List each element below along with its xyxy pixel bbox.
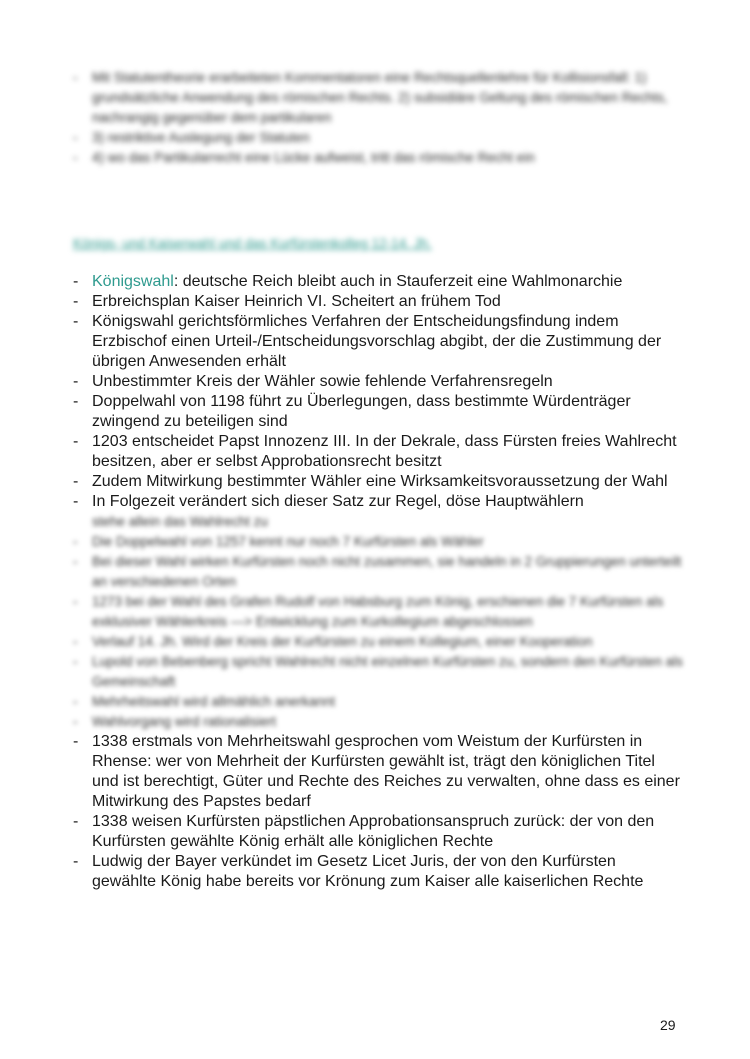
blurred-list-item: - Lupold von Bebenberg spricht Wahlrecht nicht einzelnen Kurfürsten zu, sondern den Kurfürsten als Gemeinschaft	[73, 652, 683, 692]
blurred-list-item: - 1273 bei der Wahl des Grafen Rudolf von Habsburg zum König, erschienen die 7 Kurfürsten als exklusiver Wählerkreis —> Entwicklung zum Kurkollegium abgeschlossen	[73, 592, 683, 632]
blurred-list-item: - Verlauf 14. Jh. Wird der Kreis der Kurfürsten zu einem Kollegium, einer Kooperation	[73, 632, 683, 652]
list-item-text: In Folgezeit verändert sich dieser Satz zur Regel, döse Hauptwählern	[92, 493, 584, 510]
blurred-text: stehe allein das Wahlrecht zu	[92, 514, 268, 529]
keyword-koenigswahl: Königswahl	[92, 273, 174, 290]
list-item: - Doppelwahl von 1198 führt zu Überlegungen, dass bestimmte Würdenträger zwingend zu beteiligen sind	[73, 392, 683, 432]
page-number: 29	[660, 1017, 676, 1033]
list-item: - 3) restriktive Auslegung der Statuten	[73, 128, 673, 148]
list-item: - 1338 weisen Kurfürsten päpstlichen Approbationsanspruch zurück: der von den Kurfürsten gewählte König erhält alle königlichen Rechte	[73, 812, 683, 852]
list-item: - 4) wo das Partikularrecht eine Lücke aufweist, tritt das römische Recht ein	[73, 148, 673, 168]
blurred-list-item: - Wahlvorgang wird rationalisiert	[73, 712, 683, 732]
blurred-list-item: - Bei dieser Wahl wirken Kurfürsten noch nicht zusammen, sie handeln in 2 Gruppierungen unterteilt an verschiedenen Orten	[73, 552, 683, 592]
list-item	[73, 492, 683, 532]
section-heading: Königs- und Kaiserwahl und das Kurfürstenkolleg 12-14. Jh.	[73, 236, 432, 251]
blurred-list-item: - Die Doppelwahl von 1257 kennt nur noch 7 Kurfürsten als Wähler	[73, 532, 683, 552]
list-item: - Mit Statutentheorie erarbeiteten Kommentatoren eine Rechtsquellenlehre für Kollisionsfall: 1) grundsätzliche Anwendung des römischen Rechts. 2) subsidiäre Geltung des römischen Rechts, nachrangig gegenüber dem partikularen	[73, 68, 673, 128]
list-item: - 1338 erstmals von Mehrheitswahl gesprochen vom Weistum der Kurfürsten in Rhense: wer von Mehrheit der Kurfürsten gewählt ist, trägt den königlichen Titel und ist berechtigt, Güter und Rechte des Reiches zu verwalten, ohne dass es einer Mitwirkung des Papstes bedarf	[73, 732, 683, 812]
list-item: - 1203 entscheidet Papst Innozenz III. In der Dekrale, dass Fürsten freies Wahlrecht besitzen, aber er selbst Approbationsrecht besitzt	[73, 432, 683, 472]
list-item-koenigswahl	[73, 272, 683, 292]
list-item: - Unbestimmter Kreis der Wähler sowie fehlende Verfahrensregeln	[73, 372, 683, 392]
list-item: - Ludwig der Bayer verkündet im Gesetz Licet Juris, der von den Kurfürsten gewählte König habe bereits vor Krönung zum Kaiser alle kaiserlichen Rechte	[73, 852, 683, 892]
top-bullet-list	[73, 68, 673, 168]
list-item: - Zudem Mitwirkung bestimmter Wähler eine Wirksamkeitsvoraussetzung der Wahl	[73, 472, 683, 492]
main-bullet-list	[73, 272, 683, 892]
list-item: - Erbreichsplan Kaiser Heinrich VI. Scheitert an frühem Tod	[73, 292, 683, 312]
blurred-list-item: - Mehrheitswahl wird allmählich anerkannt	[73, 692, 683, 712]
list-item-text: : deutsche Reich bleibt auch in Stauferzeit eine Wahlmonarchie	[173, 273, 623, 290]
list-item: - Königswahl gerichtsförmliches Verfahren der Entscheidungsfindung indem Erzbischof einen Urteil-/Entscheidungsvorschlag abgibt, der die Zustimmung der übrigen Anwesenden erhält	[73, 312, 683, 372]
blurred-top-section	[73, 68, 673, 168]
main-section	[73, 272, 683, 892]
